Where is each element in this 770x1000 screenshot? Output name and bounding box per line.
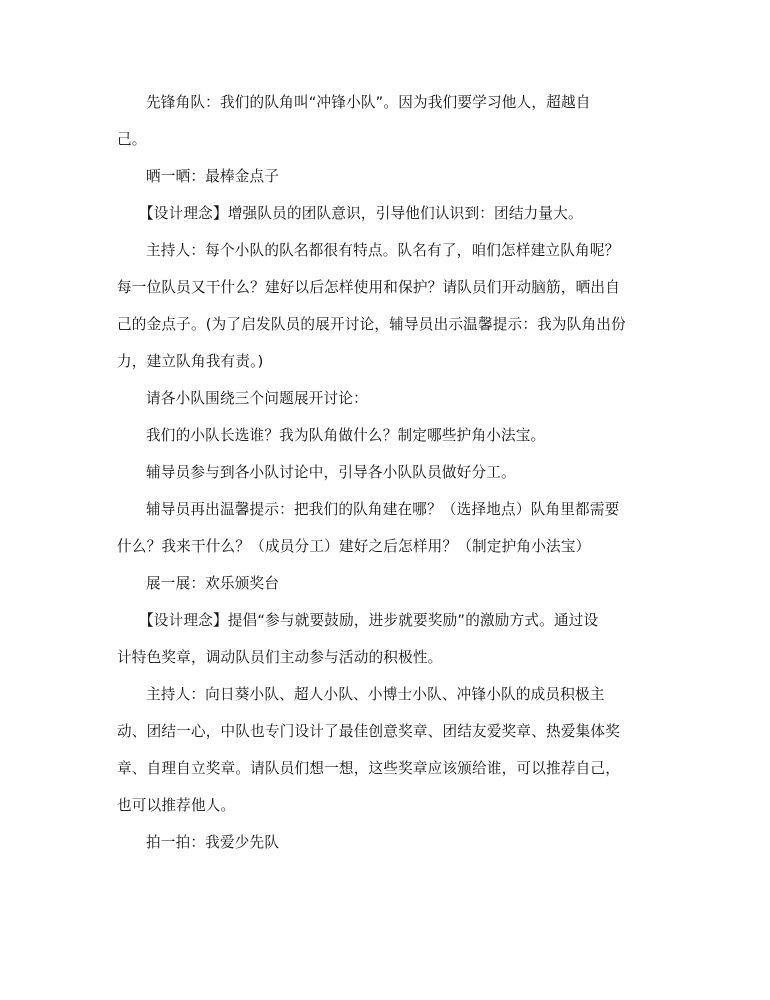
paragraph — [117, 380, 677, 417]
text-line: 章、自理自立奖章。请队员们想一想，这些奖章应该颁给谁，可以推荐自己， — [117, 760, 620, 777]
text-line: 计特色奖章，调动队员们主动参与活动的积极性。 — [117, 649, 443, 666]
text-line: 辅导员参与到各小队讨论中，引导各小队队员做好分工。 — [146, 464, 516, 481]
paragraph — [117, 232, 677, 380]
text-line: 什么？我来干什么？（成员分工）建好之后怎样用？（制定护角小法宝） — [117, 538, 591, 555]
text-line: 力，建立队角我有责。) — [117, 353, 264, 370]
text-line: 【设计理念】提倡“参与就要鼓励，进步就要奖励”的激励方式。通过设 — [139, 612, 599, 629]
paragraph — [117, 454, 677, 491]
design-concept — [117, 195, 677, 232]
text-line: 先锋角队：我们的队角叫“冲锋小队”。因为我们要学习他人，超越自 — [146, 94, 591, 111]
section-heading — [117, 824, 677, 861]
text-line: 主持人：每个小队的队名都很有特点。队名有了，咱们怎样建立队角呢？ — [146, 242, 620, 259]
text-line: 也可以推荐他人。 — [117, 797, 236, 814]
text-line: 每一位队员又干什么？建好以后怎样使用和保护？请队员们开动脑筋，晒出自 — [117, 279, 620, 296]
text-line: 己。 — [117, 131, 147, 148]
section-heading — [117, 565, 677, 602]
design-concept — [117, 602, 677, 676]
text-line: 请各小队围绕三个问题展开讨论： — [146, 390, 368, 407]
paragraph — [117, 676, 677, 824]
paragraph — [117, 84, 677, 158]
section-heading — [117, 158, 677, 195]
paragraph — [117, 491, 677, 565]
text-line: 拍一拍：我爱少先队 — [146, 834, 280, 851]
text-line: 主持人：向日葵小队、超人小队、小博士小队、冲锋小队的成员积极主 — [146, 686, 605, 703]
text-line: 我们的小队长选谁？我为队角做什么？制定哪些护角小法宝。 — [146, 427, 546, 444]
paragraph — [117, 417, 677, 454]
text-line: 晒一晒：最棒金点子 — [146, 168, 280, 185]
text-line: 己的金点子。(为了启发队员的展开讨论，辅导员出示温馨提示：我为队角出份 — [117, 316, 626, 333]
document-page — [117, 84, 677, 861]
text-line: 展一展：欢乐颁奖台 — [146, 575, 280, 592]
text-line: 【设计理念】增强队员的团队意识，引导他们认识到：团结力量大。 — [139, 205, 583, 222]
text-line: 辅导员再出温馨提示：把我们的队角建在哪？（选择地点）队角里都需要 — [146, 501, 620, 518]
text-line: 动、团结一心，中队也专门设计了最佳创意奖章、团结友爱奖章、热爱集体奖 — [117, 723, 620, 740]
